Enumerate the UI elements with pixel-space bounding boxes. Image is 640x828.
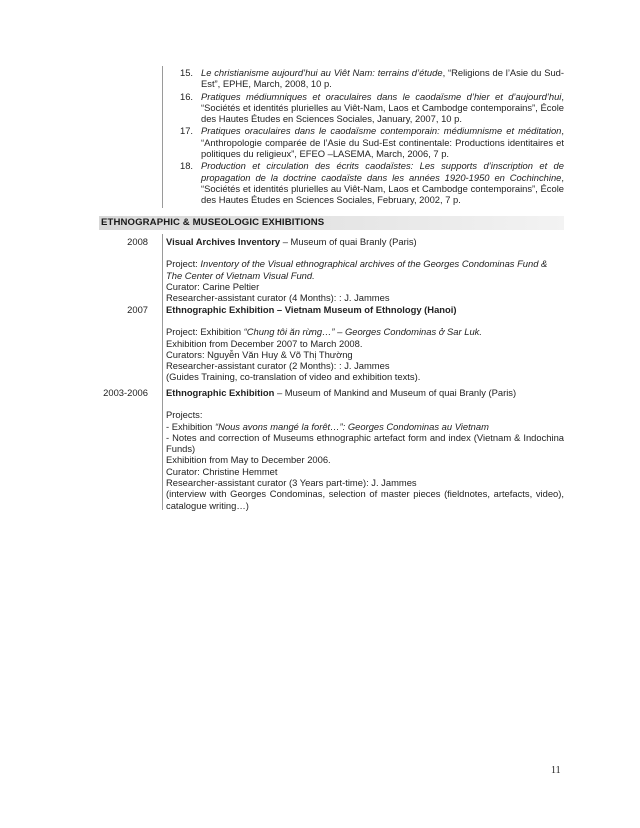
entry-projects-label: Projects:: [166, 409, 203, 421]
publication-number: 18.: [180, 160, 194, 172]
publication-details: , “Anthropologie comparée de l’Asie du Sud-Est continentale: Productions identitaires et politiques du religieux”, EFEO –LASEMA, March, 2006, 7 p.: [201, 125, 564, 160]
section-header-exhibitions: [99, 216, 564, 230]
publication-number: 15.: [180, 67, 194, 78]
page-number: 11: [551, 765, 561, 776]
entry-note: (interview with Georges Condominas, selection of master pieces (fieldnotes, artefacts, video), catalogue writing…): [166, 488, 564, 511]
exhibition-entry: [166, 387, 564, 511]
entry-subtitle: – Museum of Mankind and Museum of quai Branly (Paris): [274, 387, 517, 398]
entry-project: [166, 326, 564, 337]
publication-title: Production et circulation des écrits caodaïstes: Les supports d’inscription et de propagation de la doctrine caodaïste dans les années 1920-1950 en Cochinchine: [201, 160, 564, 183]
entry-dates: Exhibition from May to December 2006.: [166, 454, 331, 466]
entry-title: [166, 387, 564, 398]
entry-researcher: Researcher-assistant curator (4 Months): : J. Jammes: [166, 292, 390, 304]
entry-title-bold: Visual Archives Inventory: [166, 236, 281, 247]
project-name: “Chung tôi ăn rừng…” – Georges Condominas ở Sar Luk.: [243, 326, 482, 338]
publication-item: [180, 67, 564, 90]
entry-year: 2007: [127, 304, 148, 315]
entry-researcher: Researcher-assistant curator (2 Months): : J. Jammes: [166, 360, 390, 372]
left-margin-rule: [162, 66, 163, 208]
publication-details: , “Sociétés et identités plurielles au Viêt-Nam, Laos et Cambodge contemporains”, École des Hautes Études en Sciences Sociales, February, 2002, 7 p.: [201, 171, 564, 206]
project-label: - Exhibition: [166, 420, 215, 432]
exhibitions-margin-rule: [162, 234, 163, 510]
entry-title: [166, 304, 564, 315]
entry-project: [166, 421, 564, 432]
publication-number: 16.: [180, 90, 194, 102]
entry-researcher: Researcher-assistant curator (3 Years part-time): J. Jammes: [166, 477, 417, 489]
section-title: ETHNOGRAPHIC & MUSEOLOGIC EXHIBITIONS: [101, 217, 325, 228]
publication-title: Pratiques médiumniques et oraculaires dans le caodaïsme d’hier et d’aujourd’hui: [201, 90, 562, 102]
entry-title-bold: Ethnographic Exhibition: [166, 387, 275, 398]
publication-item: [180, 125, 564, 159]
project-label: Project: Exhibition: [166, 326, 244, 338]
project-name: “Nous avons mangé la forêt…”: Georges Condominas au Vietnam: [214, 420, 489, 432]
publication-item: [180, 160, 564, 205]
entry-curators: Curators: Nguyễn Văn Huy & Võ Thị Thường: [166, 348, 353, 360]
entry-title: [166, 236, 564, 247]
publication-title: Pratiques oraculaires dans le caodaïsme contemporain: médiumnisme et méditation: [201, 125, 562, 137]
entry-curator: Curator: Carine Peltier: [166, 280, 260, 292]
entry-note: (Guides Training, co-translation of video and exhibition texts).: [166, 371, 421, 383]
publication-number: 17.: [180, 125, 194, 137]
publication-item: [180, 91, 564, 125]
entry-subtitle: – Museum of quai Branly (Paris): [280, 236, 417, 247]
exhibition-entry: [166, 304, 564, 383]
publication-title: Le christianisme aujourd’hui au Viêt Nam: terrains d’étude: [201, 67, 443, 78]
project-name: Inventory of the Visual ethnographical archives of the Georges Condominas Fund & The Center of Vietnam Visual Fund.: [166, 258, 548, 281]
entry-curator: Curator: Christine Hemmet: [166, 465, 278, 477]
publication-details: , “Religions de l’Asie du Sud-Est”, EPHE, March, 2008, 10 p.: [201, 67, 565, 90]
entry-project: [166, 258, 564, 281]
entry-year: 2008: [127, 236, 148, 247]
entry-project-notes: - Notes and correction of Museums ethnographic artefact form and index (Vietnam & Indochina Funds): [166, 431, 564, 455]
entry-dates: Exhibition from December 2007 to March 2008.: [166, 337, 363, 349]
publications-list: [180, 67, 564, 206]
exhibition-entry: [166, 236, 564, 303]
entry-year: 2003-2006: [103, 387, 148, 398]
project-label: Project:: [166, 258, 201, 270]
entry-title-bold: Ethnographic Exhibition – Vietnam Museum of Ethnology (Hanoi): [166, 304, 457, 315]
publication-details: , “Sociétés et identités plurielles au Viêt-Nam, Laos et Cambodge contemporains”, École des Hautes Études en Sciences Sociales, January, 2007, 10 p.: [201, 90, 564, 125]
